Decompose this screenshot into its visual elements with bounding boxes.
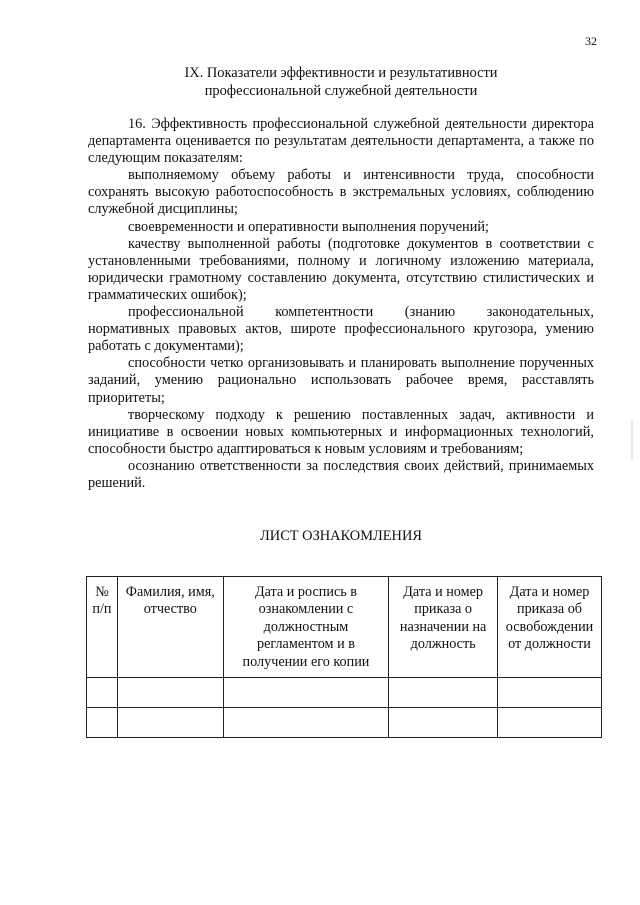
scan-artifact (631, 420, 633, 460)
table-cell (117, 678, 223, 708)
header-acknowledgment-date-signature: Дата и роспись в ознакомлении с должностным регламентом и в получении его копии (223, 577, 389, 678)
header-number: № п/п (87, 577, 118, 678)
paragraph-intro: 16. Эффективность профессиональной служебной деятельности директора департамента оценивается по результатам деятельности департамента, а также по следующим показателям: (88, 116, 594, 167)
paragraph-creativity: творческому подходу к решению поставленных задач, активности и инициативе в освоении новых компьютерных и информационных технологий, способности быстро адаптироваться к новым условиям и требованиям; (88, 406, 594, 457)
header-full-name: Фамилия, имя, отчество (117, 577, 223, 678)
header-appointment-order: Дата и номер приказа о назначении на должность (389, 577, 498, 678)
table-cell (223, 678, 389, 708)
table-header-row (87, 577, 602, 678)
table-row (87, 708, 602, 738)
table-cell (498, 708, 602, 738)
paragraph-workload: выполняемому объему работы и интенсивности труда, способности сохранять высокую работоспособность в экстремальных условиях, соблюдению служебной дисциплины; (88, 167, 594, 218)
paragraph-responsibility: осознанию ответственности за последствия своих действий, принимаемых решений. (88, 457, 594, 491)
acknowledgment-sheet-title: ЛИСТ ОЗНАКОМЛЕНИЯ (260, 528, 422, 544)
table-cell (389, 678, 498, 708)
paragraph-quality: качеству выполненной работы (подготовке документов в соответствии с установленными требованиями, полному и логичному изложению материала, юридически грамотному составлению документа, отсутствию стилистических и грамматических ошибок); (88, 235, 594, 303)
table-cell (498, 678, 602, 708)
section-title-line-2: профессиональной служебной деятельности (204, 83, 478, 99)
table-cell (389, 708, 498, 738)
paragraph-competence: профессиональной компетентности (знанию законодательных, нормативных правовых актов, широте профессионального кругозора, умению работать с документами); (88, 304, 594, 355)
section-title-line-1: IX. Показатели эффективности и результативности (184, 65, 498, 81)
table-row (87, 678, 602, 708)
table-cell (87, 678, 118, 708)
paragraph-planning: способности четко организовывать и планировать выполнение порученных заданий, умению рационально использовать рабочее время, расставлять приоритеты; (88, 355, 594, 406)
table-cell (223, 708, 389, 738)
page-number: 32 (585, 34, 597, 48)
document-body (88, 116, 594, 492)
table-cell (117, 708, 223, 738)
section-title (88, 64, 594, 100)
acknowledgment-table (86, 576, 602, 738)
paragraph-timeliness: своевременности и оперативности выполнения поручений; (128, 218, 489, 235)
table-cell (87, 708, 118, 738)
header-dismissal-order: Дата и номер приказа об освобождении от должности (498, 577, 602, 678)
